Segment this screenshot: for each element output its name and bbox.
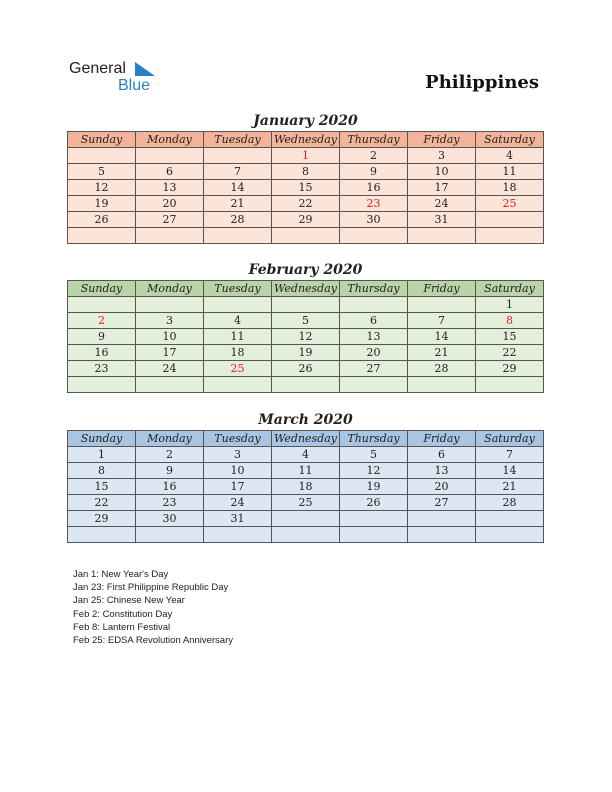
day-cell: 21 — [408, 345, 476, 361]
week-row — [68, 212, 544, 228]
weekday-header: Wednesday — [272, 281, 340, 297]
day-cell — [408, 511, 476, 527]
logo-word-blue: Blue — [118, 77, 151, 94]
day-cell: 19 — [272, 345, 340, 361]
day-cell — [476, 511, 544, 527]
week-row — [68, 447, 544, 463]
day-cell: 9 — [340, 164, 408, 180]
day-cell: 16 — [136, 479, 204, 495]
day-cell — [136, 148, 204, 164]
weekday-header: Wednesday — [272, 132, 340, 148]
weekday-header: Tuesday — [204, 431, 272, 447]
holiday-item: Feb 8: Lantern Festival — [73, 621, 171, 633]
day-cell: 6 — [340, 313, 408, 329]
day-cell — [136, 297, 204, 313]
day-cell: 3 — [204, 447, 272, 463]
day-cell: 23 — [340, 196, 408, 212]
day-cell: 8 — [68, 463, 136, 479]
weekday-header: Friday — [408, 431, 476, 447]
day-cell: 14 — [408, 329, 476, 345]
day-cell: 29 — [272, 212, 340, 228]
week-row — [68, 463, 544, 479]
week-row — [68, 527, 544, 543]
day-cell: 16 — [68, 345, 136, 361]
day-cell: 4 — [476, 148, 544, 164]
day-cell — [204, 228, 272, 244]
day-cell — [340, 527, 408, 543]
week-row — [68, 479, 544, 495]
day-cell — [204, 148, 272, 164]
day-cell: 22 — [68, 495, 136, 511]
week-row — [68, 164, 544, 180]
month-calendar-table — [67, 280, 544, 393]
day-cell: 29 — [68, 511, 136, 527]
week-row — [68, 345, 544, 361]
day-cell: 2 — [340, 148, 408, 164]
day-cell: 22 — [476, 345, 544, 361]
day-cell: 10 — [408, 164, 476, 180]
day-cell — [136, 228, 204, 244]
month-calendar-table — [67, 430, 544, 543]
day-cell: 1 — [68, 447, 136, 463]
weekday-header: Thursday — [340, 431, 408, 447]
holiday-item: Feb 2: Constitution Day — [73, 608, 173, 620]
day-cell: 25 — [272, 495, 340, 511]
holiday-item: Jan 23: First Philippine Republic Day — [73, 582, 229, 594]
day-cell: 21 — [476, 479, 544, 495]
weekday-header: Friday — [408, 281, 476, 297]
logo-word-general: General — [69, 60, 126, 77]
month-title: January 2020 — [253, 113, 358, 129]
day-cell: 16 — [340, 180, 408, 196]
day-cell: 12 — [68, 180, 136, 196]
month-february — [67, 260, 544, 393]
day-cell: 28 — [476, 495, 544, 511]
day-cell: 17 — [136, 345, 204, 361]
week-row — [68, 180, 544, 196]
day-cell — [340, 511, 408, 527]
day-cell — [272, 297, 340, 313]
day-cell: 20 — [136, 196, 204, 212]
day-cell: 3 — [408, 148, 476, 164]
day-cell: 18 — [476, 180, 544, 196]
day-cell: 17 — [204, 479, 272, 495]
week-row — [68, 495, 544, 511]
day-cell: 10 — [204, 463, 272, 479]
day-cell: 24 — [408, 196, 476, 212]
month-january — [67, 111, 544, 244]
day-cell — [136, 527, 204, 543]
day-cell: 30 — [340, 212, 408, 228]
weekday-header: Wednesday — [272, 431, 340, 447]
day-cell: 3 — [136, 313, 204, 329]
day-cell: 30 — [136, 511, 204, 527]
day-cell: 31 — [204, 511, 272, 527]
country-title: Philippines — [425, 72, 539, 93]
generalblue-logo — [69, 60, 169, 96]
day-cell: 7 — [408, 313, 476, 329]
logo-triangle-icon — [133, 62, 155, 76]
day-cell: 18 — [272, 479, 340, 495]
day-cell — [272, 377, 340, 393]
day-cell: 23 — [68, 361, 136, 377]
weekday-header: Tuesday — [204, 281, 272, 297]
day-cell: 28 — [408, 361, 476, 377]
day-cell — [68, 148, 136, 164]
day-cell: 29 — [476, 361, 544, 377]
day-cell — [408, 377, 476, 393]
day-cell: 20 — [408, 479, 476, 495]
weekday-header: Saturday — [476, 431, 544, 447]
day-cell: 9 — [136, 463, 204, 479]
day-cell: 24 — [204, 495, 272, 511]
day-cell — [136, 377, 204, 393]
day-cell: 23 — [136, 495, 204, 511]
month-title: March 2020 — [258, 412, 353, 428]
day-cell: 7 — [204, 164, 272, 180]
day-cell: 21 — [204, 196, 272, 212]
day-cell: 27 — [340, 361, 408, 377]
week-row — [68, 148, 544, 164]
day-cell — [272, 511, 340, 527]
day-cell — [340, 297, 408, 313]
week-row — [68, 361, 544, 377]
day-cell: 4 — [272, 447, 340, 463]
day-cell: 28 — [204, 212, 272, 228]
day-cell: 11 — [204, 329, 272, 345]
weekday-header: Sunday — [68, 281, 136, 297]
day-cell: 1 — [476, 297, 544, 313]
day-cell: 27 — [136, 212, 204, 228]
day-cell — [340, 228, 408, 244]
day-cell — [68, 527, 136, 543]
day-cell: 10 — [136, 329, 204, 345]
weekday-header: Monday — [136, 431, 204, 447]
day-cell: 4 — [204, 313, 272, 329]
holiday-list — [73, 568, 233, 647]
week-row — [68, 228, 544, 244]
day-cell — [476, 527, 544, 543]
weekday-header: Sunday — [68, 431, 136, 447]
day-cell: 18 — [204, 345, 272, 361]
month-title: February 2020 — [248, 262, 363, 278]
week-row — [68, 377, 544, 393]
day-cell: 27 — [408, 495, 476, 511]
day-cell: 9 — [68, 329, 136, 345]
day-cell: 5 — [272, 313, 340, 329]
weekday-header-row — [68, 132, 544, 148]
day-cell: 6 — [408, 447, 476, 463]
day-cell: 12 — [272, 329, 340, 345]
day-cell: 26 — [272, 361, 340, 377]
day-cell — [68, 297, 136, 313]
day-cell: 19 — [340, 479, 408, 495]
weekday-header: Saturday — [476, 281, 544, 297]
weekday-header: Thursday — [340, 132, 408, 148]
day-cell: 15 — [272, 180, 340, 196]
day-cell: 7 — [476, 447, 544, 463]
week-row — [68, 196, 544, 212]
weekday-header: Thursday — [340, 281, 408, 297]
day-cell: 19 — [68, 196, 136, 212]
month-calendar-table — [67, 131, 544, 244]
day-cell — [408, 228, 476, 244]
week-row — [68, 297, 544, 313]
day-cell — [340, 377, 408, 393]
day-cell — [68, 228, 136, 244]
day-cell — [408, 297, 476, 313]
month-march — [67, 410, 544, 543]
day-cell: 24 — [136, 361, 204, 377]
weekday-header: Saturday — [476, 132, 544, 148]
day-cell — [204, 297, 272, 313]
day-cell: 15 — [68, 479, 136, 495]
weekday-header: Tuesday — [204, 132, 272, 148]
week-row — [68, 329, 544, 345]
day-cell — [272, 527, 340, 543]
weekday-header: Monday — [136, 132, 204, 148]
day-cell: 25 — [476, 196, 544, 212]
day-cell: 31 — [408, 212, 476, 228]
day-cell: 1 — [272, 148, 340, 164]
day-cell — [476, 377, 544, 393]
day-cell — [476, 212, 544, 228]
day-cell: 20 — [340, 345, 408, 361]
weekday-header: Monday — [136, 281, 204, 297]
day-cell: 22 — [272, 196, 340, 212]
day-cell: 12 — [340, 463, 408, 479]
day-cell: 2 — [136, 447, 204, 463]
day-cell: 5 — [340, 447, 408, 463]
day-cell — [272, 228, 340, 244]
day-cell: 17 — [408, 180, 476, 196]
day-cell: 13 — [408, 463, 476, 479]
day-cell: 25 — [204, 361, 272, 377]
day-cell — [204, 527, 272, 543]
week-row — [68, 511, 544, 527]
day-cell: 14 — [204, 180, 272, 196]
day-cell: 13 — [136, 180, 204, 196]
day-cell: 8 — [272, 164, 340, 180]
day-cell — [476, 228, 544, 244]
day-cell: 6 — [136, 164, 204, 180]
day-cell — [204, 377, 272, 393]
holiday-item: Jan 25: Chinese New Year — [73, 595, 185, 607]
day-cell — [68, 377, 136, 393]
holiday-item: Feb 25: EDSA Revolution Anniversary — [73, 635, 234, 647]
day-cell: 11 — [272, 463, 340, 479]
day-cell: 8 — [476, 313, 544, 329]
weekday-header: Friday — [408, 132, 476, 148]
week-row — [68, 313, 544, 329]
day-cell: 14 — [476, 463, 544, 479]
day-cell: 15 — [476, 329, 544, 345]
weekday-header-row — [68, 281, 544, 297]
day-cell: 13 — [340, 329, 408, 345]
day-cell — [408, 527, 476, 543]
weekday-header-row — [68, 431, 544, 447]
day-cell: 11 — [476, 164, 544, 180]
holiday-item: Jan 1: New Year's Day — [73, 569, 169, 580]
weekday-header: Sunday — [68, 132, 136, 148]
day-cell: 2 — [68, 313, 136, 329]
day-cell: 26 — [340, 495, 408, 511]
day-cell: 26 — [68, 212, 136, 228]
day-cell: 5 — [68, 164, 136, 180]
